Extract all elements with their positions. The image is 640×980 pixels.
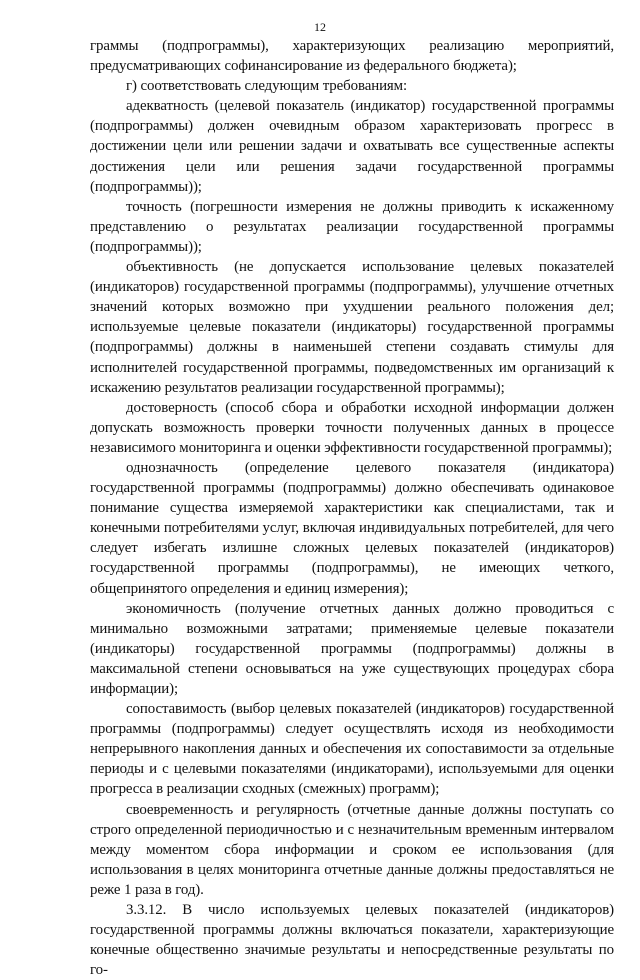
- paragraph-objectivity: объективность (не допускается использование целевых показателей (индикаторов) государственной программы (подпрограммы), улучшение отчетных значений которых возможно при ухудшении реального положения дел; используемые целевые показатели (индикаторы) государственной программы (подпрограммы) должны в наименьшей степени создавать стимулы для исполнителей государственной программы, подведомственных им организаций к искажению результатов реализации государственной программы);: [90, 259, 614, 396]
- paragraph-reliability: достоверность (способ сбора и обработки исходной информации должен допускать возможность проверки точности полученных данных в процессе независимого мониторинга и оценки эффективности государственной программы);: [90, 399, 614, 456]
- paragraph-section-3-3-12: 3.3.12. В число используемых целевых показателей (индикаторов) государственной программы должны включаться показатели, характеризующие конечные общественно значимые результаты и непосредственные результаты по го-: [90, 902, 614, 979]
- page-number: 12: [314, 20, 326, 34]
- document-body: [90, 36, 614, 980]
- paragraph-timeliness: своевременность и регулярность (отчетные данные должны поступать со строго определенной периодичностью и с незначительным временным интервалом между моментом сбора информации и сроком ее использования (для использования в целях мониторинга отчетные данные должны предоставляться не реже 1 раза в год).: [90, 801, 614, 898]
- paragraph-comparability: сопоставимость (выбор целевых показателей (индикаторов) государственной программы (подпрограммы) следует осуществлять исходя из необходимости непрерывного накопления данных и обеспечения их сопоставимости за отдельные периоды и с целевыми показателями (индикаторами), используемыми для оценки прогресса в реализации сходных (смежных) программ);: [90, 701, 614, 798]
- paragraph-unambiguity: однозначность (определение целевого показателя (индикатора) государственной программы (подпрограммы) должно обеспечивать одинаковое понимание существа измеряемой характеристики как специалистами, так и конечными потребителями услуг, включая индивидуальных потребителей, для чего следует избегать излишне сложных целевых показателей (индикаторов) государственной программы (подпрограммы), не имеющих четкого, общепринятого определения и единиц измерения);: [90, 459, 614, 597]
- paragraph-item-g: г) соответствовать следующим требованиям:: [126, 78, 408, 95]
- paragraph-economy: экономичность (получение отчетных данных должно проводиться с минимально возможными затратами; применяемые целевые показатели (индикаторы) государственной программы (подпрограммы) должны в максимальной степени основываться на уже существующих процедурах сбора информации);: [90, 600, 614, 697]
- paragraph-adequacy: адекватность (целевой показатель (индикатор) государственной программы (подпрограммы) должен очевидным образом характеризовать прогресс в достижении цели или решении задачи и охватывать все существенные аспекты достижения цели или решения задачи государственной программы (подпрограммы));: [90, 98, 614, 195]
- paragraph-continuation: граммы (подпрограммы), характеризующих реализацию мероприятий, предусматривающих софинансирование из федерального бюджета);: [90, 38, 614, 75]
- paragraph-accuracy: точность (погрешности измерения не должны приводить к искаженному представлению о результатах реализации государственной программы (подпрограммы));: [90, 198, 614, 255]
